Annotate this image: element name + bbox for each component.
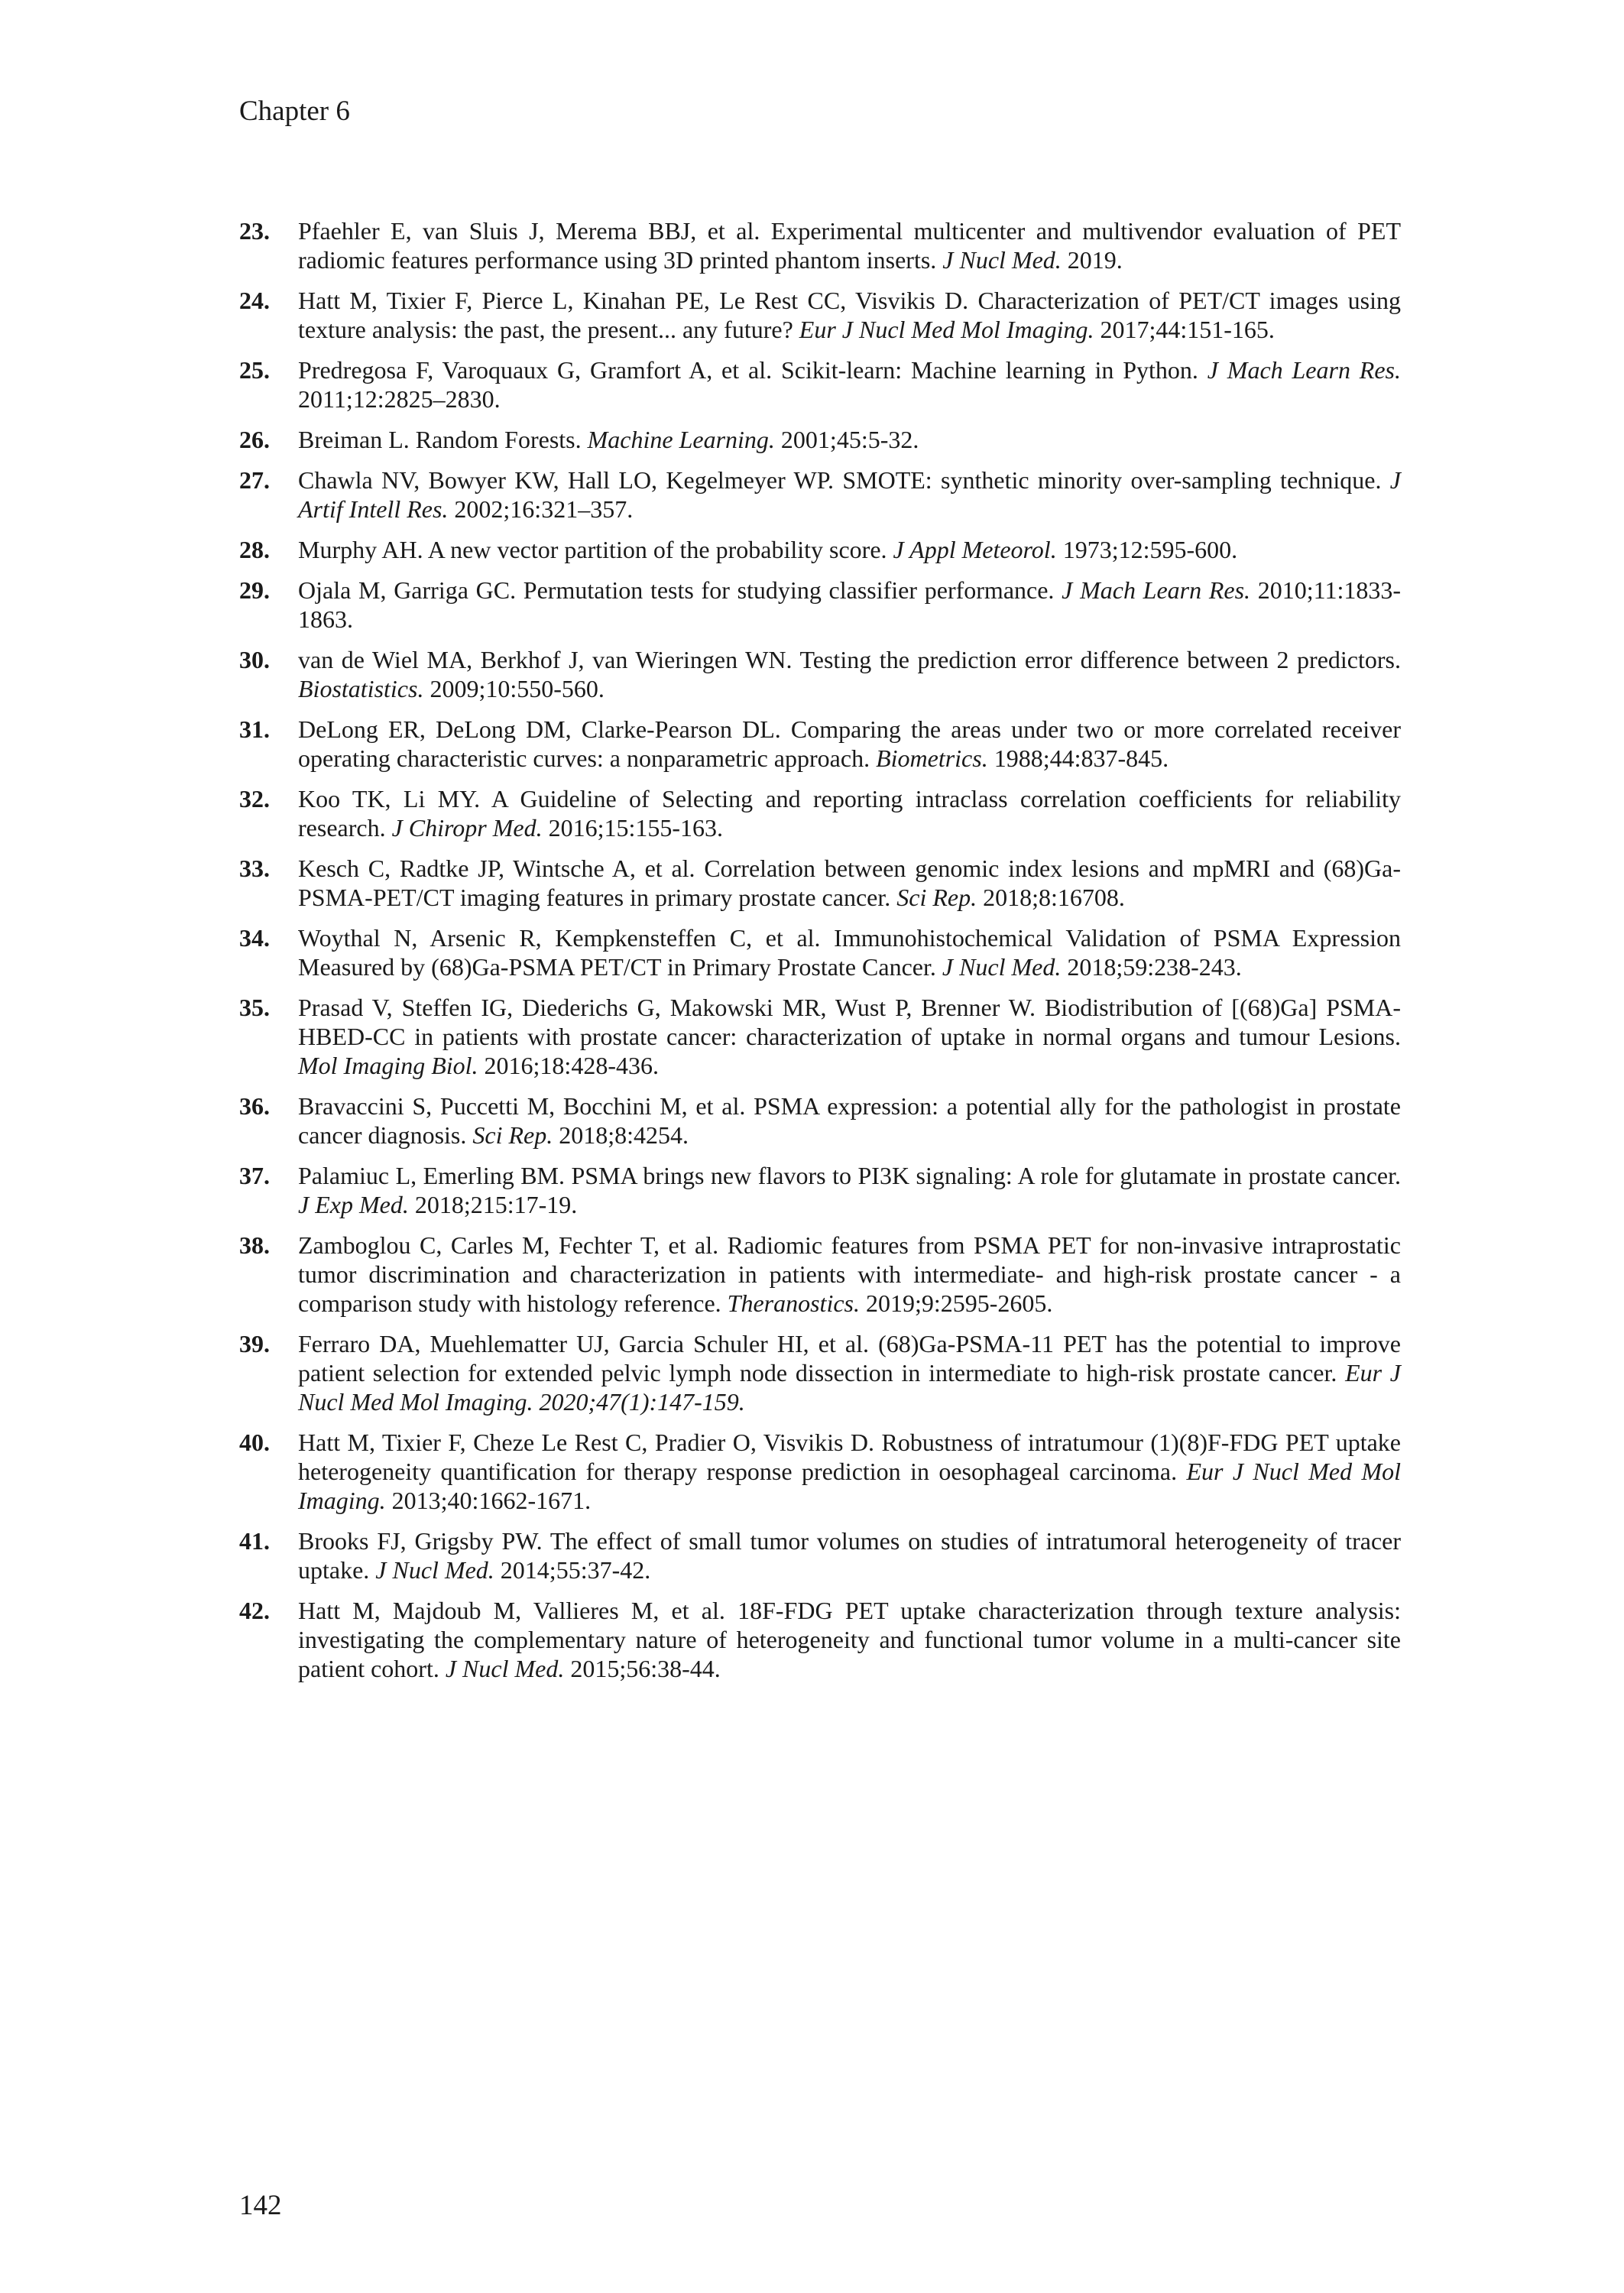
reference-item	[239, 1161, 1401, 1219]
reference-citation-details: 2014;55:37-42.	[494, 1556, 651, 1584]
reference-journal: Eur J Nucl Med Mol Imaging. 2020;47(1):147-159.	[298, 1359, 1402, 1416]
reference-number: 25.	[239, 356, 270, 384]
reference-citation-details: 2017;44:151-165.	[1094, 316, 1275, 343]
reference-authors-title: van de Wiel MA, Berkhof J, van Wieringen WN. Testing the prediction error difference between 2 predictors.	[298, 646, 1401, 673]
reference-journal: Eur J Nucl Med Mol Imaging.	[799, 316, 1094, 343]
reference-item	[239, 854, 1401, 912]
reference-journal: J Chiropr Med.	[391, 814, 543, 842]
reference-journal: Biostatistics.	[298, 675, 424, 702]
reference-authors-title: Breiman L. Random Forests.	[298, 426, 588, 453]
reference-journal: Theranostics.	[727, 1289, 860, 1317]
reference-item	[239, 1596, 1401, 1683]
reference-citation-details: 1988;44:837-845.	[987, 744, 1169, 772]
reference-number: 34.	[239, 924, 270, 952]
reference-item	[239, 645, 1401, 703]
reference-text	[298, 286, 1401, 344]
reference-text	[298, 576, 1401, 634]
reference-citation-details: 2016;15:155-163.	[542, 814, 724, 842]
reference-number: 36.	[239, 1092, 270, 1120]
reference-item	[239, 286, 1401, 344]
reference-number: 23.	[239, 217, 270, 245]
reference-journal: J Exp Med.	[298, 1191, 409, 1218]
reference-authors-title: Zamboglou C, Carles M, Fechter T, et al. Radiomic features from PSMA PET for non-invasive intraprostatic tumor discrimination and characterization in patients with intermediate- and high-risk prostate cancer - a comparison study with histology reference.	[298, 1231, 1401, 1317]
reference-journal: Eur J Nucl Med Mol Imaging.	[298, 1458, 1402, 1514]
reference-number: 31.	[239, 715, 270, 743]
reference-authors-title: Ferraro DA, Muehlematter UJ, Garcia Schuler HI, et al. (68)Ga-PSMA-11 PET has the potential to improve patient selection for extended pelvic lymph node dissection in intermediate to high-risk prostate cancer.	[298, 1330, 1401, 1387]
reference-text	[298, 854, 1401, 912]
reference-journal: J Appl Meteorol.	[893, 536, 1057, 563]
reference-journal: Biometrics.	[876, 744, 988, 772]
reference-citation-details: 2018;8:16708.	[977, 884, 1125, 911]
reference-journal: J Nucl Med.	[942, 953, 1062, 981]
reference-citation-details: 2018;8:4254.	[553, 1121, 689, 1149]
reference-text	[298, 1231, 1401, 1318]
reference-item	[239, 425, 1401, 454]
reference-number: 42.	[239, 1597, 270, 1624]
reference-text	[298, 535, 1401, 564]
reference-text	[298, 465, 1401, 524]
reference-journal: J Mach Learn Res.	[1207, 356, 1402, 384]
reference-text	[298, 1428, 1401, 1515]
reference-authors-title: Prasad V, Steffen IG, Diederichs G, Makowski MR, Wust P, Brenner W. Biodistribution of [(68)Ga] PSMA-HBED-CC in patients with prostate cancer: characterization of uptake in normal organs and tumour Lesions.	[298, 994, 1401, 1050]
reference-item	[239, 216, 1401, 274]
reference-item	[239, 355, 1401, 414]
reference-journal: Sci Rep.	[472, 1121, 553, 1149]
reference-number: 35.	[239, 994, 270, 1021]
reference-authors-title: Palamiuc L, Emerling BM. PSMA brings new flavors to PI3K signaling: A role for glutamate in prostate cancer.	[298, 1162, 1401, 1189]
reference-citation-details: 2016;18:428-436.	[478, 1052, 659, 1079]
reference-text	[298, 1161, 1401, 1219]
reference-authors-title: Koo TK, Li MY. A Guideline of Selecting and reporting intraclass correlation coefficients for reliability research.	[298, 785, 1401, 842]
reference-text	[298, 993, 1401, 1080]
reference-number: 37.	[239, 1162, 270, 1189]
reference-journal: Sci Rep.	[896, 884, 977, 911]
reference-text	[298, 715, 1401, 773]
running-head: Chapter 6	[239, 96, 350, 127]
reference-authors-title: Bravaccini S, Puccetti M, Bocchini M, et al. PSMA expression: a potential ally for the pathologist in prostate cancer diagnosis.	[298, 1092, 1401, 1149]
reference-number: 26.	[239, 426, 270, 453]
reference-citation-details: 2015;56:38-44.	[564, 1655, 721, 1682]
reference-authors-title: Hatt M, Majdoub M, Vallieres M, et al. 18F-FDG PET uptake characterization through texture analysis: investigating the complementary nature of heterogeneity and functional tumor volume in a multi-cancer site patient cohort.	[298, 1597, 1401, 1682]
reference-item	[239, 1091, 1401, 1150]
reference-text	[298, 355, 1401, 414]
reference-citation-details: 2018;215:17-19.	[408, 1191, 578, 1218]
reference-text	[298, 784, 1401, 842]
reference-item	[239, 1231, 1401, 1318]
reference-item	[239, 1428, 1401, 1515]
reference-item	[239, 784, 1401, 842]
reference-text	[298, 645, 1401, 703]
reference-item	[239, 1526, 1401, 1584]
reference-number: 33.	[239, 855, 270, 882]
reference-authors-title: Chawla NV, Bowyer KW, Hall LO, Kegelmeyer WP. SMOTE: synthetic minority over-sampling technique.	[298, 466, 1390, 494]
reference-number: 29.	[239, 576, 270, 604]
reference-citation-details: 2013;40:1662-1671.	[385, 1487, 592, 1514]
reference-authors-title: DeLong ER, DeLong DM, Clarke-Pearson DL. Comparing the areas under two or more correlated receiver operating characteristic curves: a nonparametric approach.	[298, 715, 1401, 772]
reference-text	[298, 216, 1401, 274]
reference-citation-details: 2018;59:238-243.	[1061, 953, 1242, 981]
reference-authors-title: Hatt M, Tixier F, Pierce L, Kinahan PE, Le Rest CC, Visvikis D. Characterization of PET/CT images using texture analysis: the past, the present... any future?	[298, 287, 1401, 343]
reference-citation-details: 2002;16:321–357.	[448, 495, 634, 523]
reference-text	[298, 1526, 1401, 1584]
reference-text	[298, 1091, 1401, 1150]
reference-number: 28.	[239, 536, 270, 563]
reference-authors-title: Hatt M, Tixier F, Cheze Le Rest C, Pradier O, Visvikis D. Robustness of intratumour (1)(8)F-FDG PET uptake heterogeneity quantification for therapy response prediction in oesophageal carcinoma.	[298, 1429, 1401, 1485]
reference-number: 32.	[239, 785, 270, 812]
reference-item	[239, 1329, 1401, 1416]
reference-authors-title: Predregosa F, Varoquaux G, Gramfort A, et al. Scikit-learn: Machine learning in Python.	[298, 356, 1207, 384]
reference-item	[239, 923, 1401, 981]
reference-number: 40.	[239, 1429, 270, 1456]
reference-citation-details: 2019.	[1061, 246, 1123, 274]
reference-item	[239, 465, 1401, 524]
reference-authors-title: Ojala M, Garriga GC. Permutation tests for studying classifier performance.	[298, 576, 1062, 604]
reference-text	[298, 1596, 1401, 1683]
reference-journal: Machine Learning.	[587, 426, 775, 453]
reference-number: 24.	[239, 287, 270, 314]
reference-citation-details: 1973;12:595-600.	[1056, 536, 1238, 563]
reference-journal: J Artif Intell Res.	[298, 466, 1401, 523]
reference-citation-details: 2010;11:1833-1863.	[298, 576, 1402, 633]
reference-authors-title: Kesch C, Radtke JP, Wintsche A, et al. Correlation between genomic index lesions and mpMRI and (68)Ga-PSMA-PET/CT imaging features in primary prostate cancer.	[298, 855, 1401, 911]
reference-authors-title: Murphy AH. A new vector partition of the probability score.	[298, 536, 893, 563]
page-number: 142	[239, 2190, 282, 2221]
reference-text	[298, 923, 1401, 981]
reference-journal: J Nucl Med.	[942, 246, 1062, 274]
reference-item	[239, 576, 1401, 634]
reference-number: 39.	[239, 1330, 270, 1357]
reference-item	[239, 993, 1401, 1080]
reference-item	[239, 715, 1401, 773]
reference-citation-details: 2009;10:550-560.	[423, 675, 605, 702]
reference-citation-details: 2019;9:2595-2605.	[859, 1289, 1053, 1317]
reference-journal: J Mach Learn Res.	[1062, 576, 1251, 604]
reference-text	[298, 425, 1401, 454]
reference-number: 38.	[239, 1231, 270, 1259]
reference-number: 41.	[239, 1527, 270, 1555]
reference-journal: J Nucl Med.	[445, 1655, 565, 1682]
reference-number: 27.	[239, 466, 270, 494]
reference-citation-details: 2011;12:2825–2830.	[298, 385, 501, 413]
reference-journal: Mol Imaging Biol.	[298, 1052, 478, 1079]
reference-authors-title: Pfaehler E, van Sluis J, Merema BBJ, et al. Experimental multicenter and multivendor evaluation of PET radiomic features performance using 3D printed phantom inserts.	[298, 217, 1401, 274]
reference-authors-title: Brooks FJ, Grigsby PW. The effect of small tumor volumes on studies of intratumoral heterogeneity of tracer uptake.	[298, 1527, 1401, 1584]
reference-citation-details: 2001;45:5-32.	[774, 426, 919, 453]
reference-text	[298, 1329, 1401, 1416]
reference-number: 30.	[239, 646, 270, 673]
reference-journal: J Nucl Med.	[375, 1556, 494, 1584]
reference-authors-title: Woythal N, Arsenic R, Kempkensteffen C, et al. Immunohistochemical Validation of PSMA Expression Measured by (68)Ga-PSMA PET/CT in Primary Prostate Cancer.	[298, 924, 1401, 981]
reference-item	[239, 535, 1401, 564]
reference-list	[239, 216, 1401, 1695]
